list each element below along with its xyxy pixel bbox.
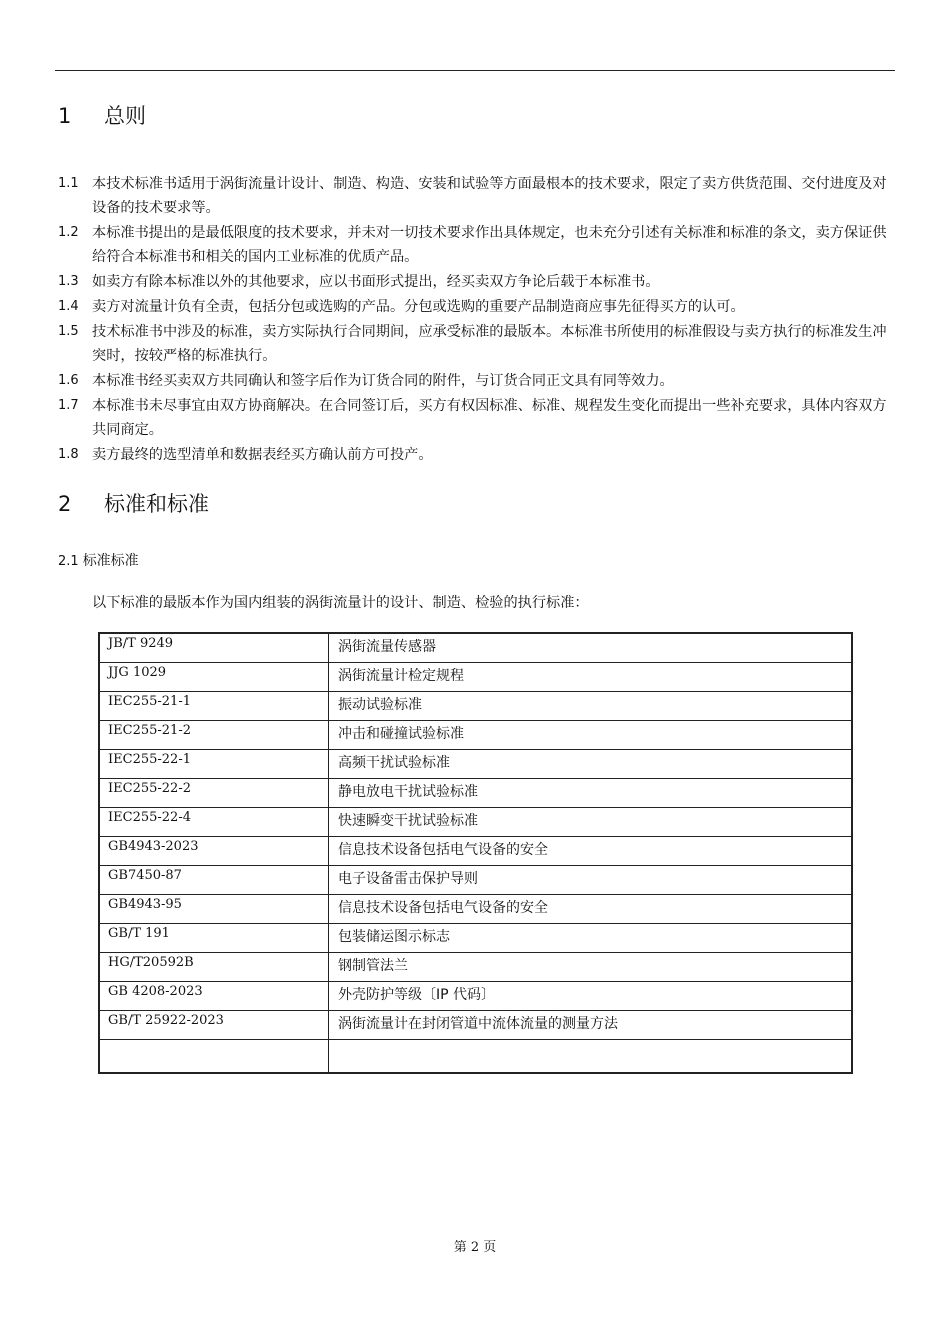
clause-number: 1.2	[58, 225, 79, 240]
clause-item	[58, 443, 888, 467]
table-row	[99, 721, 852, 750]
table-row	[99, 866, 852, 895]
table-row	[99, 692, 852, 721]
clause-number: 1.1	[58, 176, 79, 191]
clause-item	[58, 320, 888, 368]
standard-code: JJG 1029	[99, 663, 329, 692]
subsection-heading	[58, 550, 139, 570]
standard-description	[329, 1040, 853, 1074]
clause-number: 1.5	[58, 324, 79, 339]
standard-code: GB/T 25922-2023	[99, 1011, 329, 1040]
section-1-title: 总则	[104, 104, 146, 128]
header-rule	[55, 70, 895, 71]
standard-code: GB4943-95	[99, 895, 329, 924]
standard-description: 静电放电干扰试验标准	[329, 779, 853, 808]
standard-code	[99, 1040, 329, 1074]
table-row	[99, 663, 852, 692]
standard-description: 包装储运图示标志	[329, 924, 853, 953]
standard-description: 快速瞬变干扰试验标准	[329, 808, 853, 837]
standard-code: IEC255-22-1	[99, 750, 329, 779]
standard-code: GB 4208-2023	[99, 982, 329, 1011]
section-1-items	[58, 172, 888, 468]
table-row	[99, 750, 852, 779]
section-2-title: 标准和标准	[104, 492, 209, 516]
clause-text: 本技术标准书适用于涡街流量计设计、制造、构造、安装和试验等方面最根本的技术要求，限定了卖方供货范围、交付进度及对设备的技术要求等。	[92, 176, 887, 216]
standard-description: 冲击和碰撞试验标准	[329, 721, 853, 750]
clause-item	[58, 221, 888, 269]
clause-text: 本标准书未尽事宜由双方协商解决。在合同签订后，买方有权因标准、标准、规程发生变化而提出一些补充要求，具体内容双方共同商定。	[92, 398, 887, 438]
standard-description: 信息技术设备包括电气设备的安全	[329, 895, 853, 924]
table-row	[99, 1040, 852, 1074]
table-row	[99, 895, 852, 924]
standard-code: JB/T 9249	[99, 633, 329, 663]
clause-text: 卖方对流量计负有全责，包括分包或选购的产品。分包或选购的重要产品制造商应事先征得买方的认可。	[92, 299, 745, 315]
clause-text: 本标准书提出的是最低限度的技术要求，并未对一切技术要求作出具体规定，也未充分引述有关标准和标准的条文，卖方保证供给符合本标准书和相关的国内工业标准的优质产品。	[92, 225, 887, 265]
table-row	[99, 953, 852, 982]
standard-description: 振动试验标准	[329, 692, 853, 721]
standard-code: IEC255-22-2	[99, 779, 329, 808]
table-row	[99, 982, 852, 1011]
section-2-heading	[58, 488, 209, 518]
table-row	[99, 1011, 852, 1040]
clause-item	[58, 394, 888, 442]
standard-description: 电子设备雷击保护导则	[329, 866, 853, 895]
standards-table	[98, 632, 853, 1074]
clause-text: 技术标准书中涉及的标准，卖方实际执行合同期间，应承受标准的最版本。本标准书所使用的标准假设与卖方执行的标准发生冲突时，按较严格的标准执行。	[92, 324, 887, 364]
page-number: 第 2 页	[453, 1240, 497, 1255]
standard-code: IEC255-21-1	[99, 692, 329, 721]
standard-description: 高频干扰试验标准	[329, 750, 853, 779]
clause-item	[58, 295, 888, 319]
section-1-heading	[58, 100, 146, 130]
standard-description: 涡街流量计检定规程	[329, 663, 853, 692]
clause-text: 本标准书经买卖双方共同确认和签字后作为订货合同的附件，与订货合同正文具有同等效力。	[92, 373, 674, 389]
table-row	[99, 837, 852, 866]
table-row	[99, 808, 852, 837]
section-2-number: 2	[58, 492, 72, 516]
clause-item	[58, 172, 888, 220]
clause-item	[58, 369, 888, 393]
subsection-number: 2.1	[58, 554, 79, 569]
clause-item	[58, 270, 888, 294]
standards-intro: 以下标准的最版本作为国内组装的涡街流量计的设计、制造、检验的执行标准：	[92, 595, 589, 611]
clause-number: 1.8	[58, 447, 79, 462]
standard-code: GB7450-87	[99, 866, 329, 895]
standard-description: 外壳防护等级〔IP 代码〕	[329, 982, 853, 1011]
standard-code: HG/T20592B	[99, 953, 329, 982]
table-row	[99, 779, 852, 808]
standard-description: 钢制管法兰	[329, 953, 853, 982]
standard-code: IEC255-22-4	[99, 808, 329, 837]
table-row	[99, 633, 852, 663]
section-1-number: 1	[58, 104, 72, 128]
standard-description: 涡街流量传感器	[329, 633, 853, 663]
standard-description: 涡街流量计在封闭管道中流体流量的测量方法	[329, 1011, 853, 1040]
standard-description: 信息技术设备包括电气设备的安全	[329, 837, 853, 866]
clause-number: 1.4	[58, 299, 79, 314]
clause-number: 1.3	[58, 274, 79, 289]
clause-number: 1.6	[58, 373, 79, 388]
standard-code: GB4943-2023	[99, 837, 329, 866]
table-row	[99, 924, 852, 953]
subsection-title: 标准标准	[82, 553, 139, 569]
standard-code: GB/T 191	[99, 924, 329, 953]
standard-code: IEC255-21-2	[99, 721, 329, 750]
clause-text: 卖方最终的选型清单和数据表经买方确认前方可投产。	[92, 447, 433, 463]
clause-text: 如卖方有除本标准以外的其他要求，应以书面形式提出，经买卖双方争论后载于本标准书。	[92, 274, 660, 290]
clause-number: 1.7	[58, 398, 79, 413]
